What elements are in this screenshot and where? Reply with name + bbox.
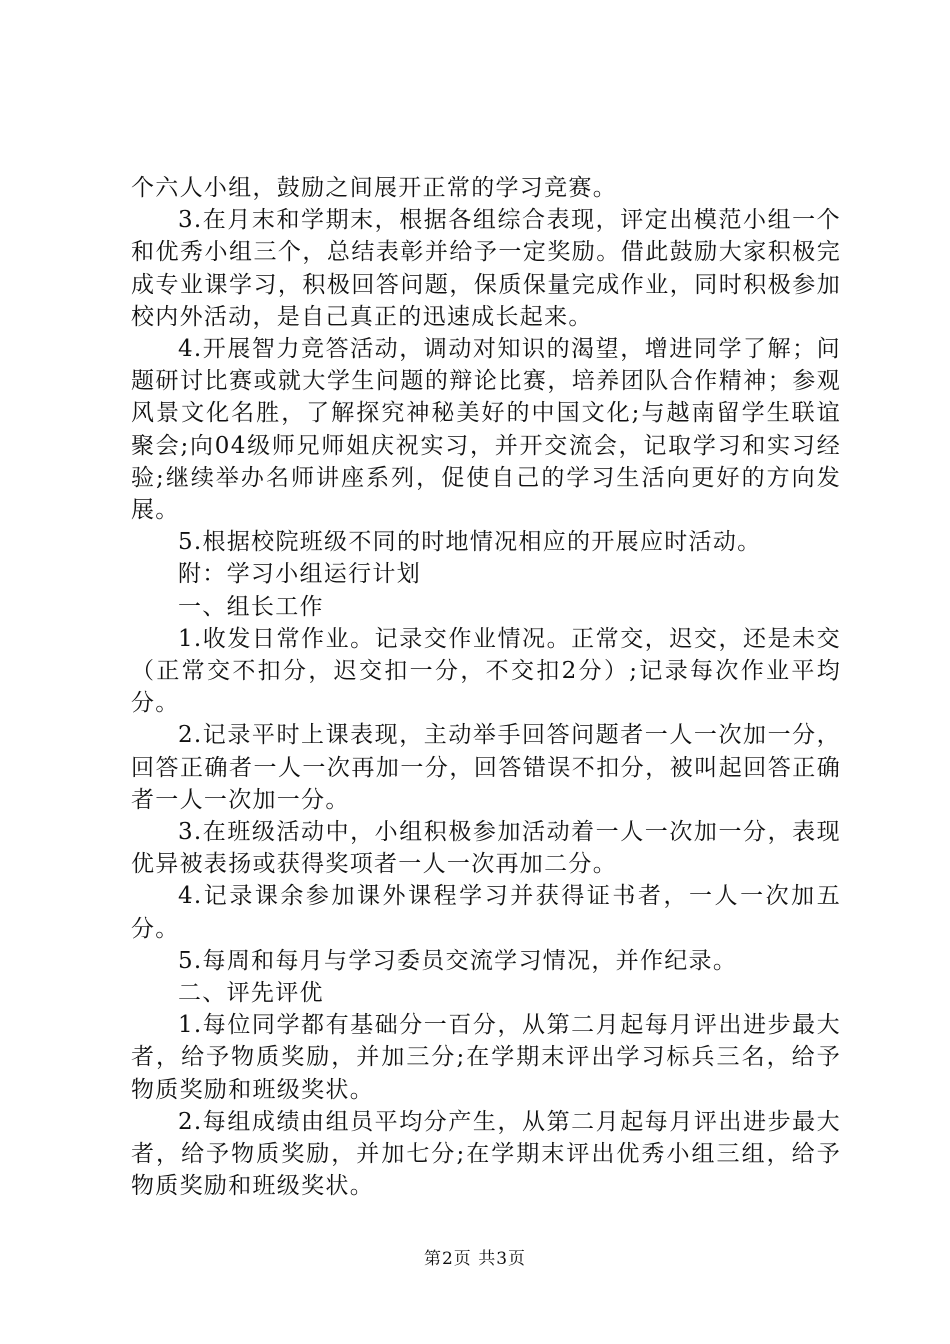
page-number-footer: 第2页 共3页 (423, 1249, 527, 1269)
paragraph-8: 2.记录平时上课表现，主动举手回答问题者一人一次加一分，回答正确者一人一次再加一分，回答错误不扣分，被叫起回答正确者一人一次加一分。 (131, 722, 841, 813)
section-heading-2: 二、评先评优 (178, 980, 324, 1007)
paragraph-3: 4.开展智力竞答活动，调动对知识的渴望，增进同学了解；问题研讨比赛或就大学生问题的辩论比赛，培养团队合作精神；参观风景文化名胜，了解探究神秘美好的中国文化;与越南留学生联谊聚会;向04级师兄师姐庆祝实习，并开交流会，记取学习和实习经验;继续举办名师讲座系列，促使自己的学习生活向更好的方向发展。 (131, 336, 841, 524)
document-body (131, 172, 841, 1203)
paragraph-14: 2.每组成绩由组员平均分产生，从第二月起每月评出进步最大者，给予物质奖励，并加七分;在学期末评出优秀小组三组，给予物质奖励和班级奖状。 (131, 1108, 841, 1200)
paragraph-9: 3.在班级活动中，小组积极参加活动着一人一次加一分，表现优异被表扬或获得奖项者一人一次再加二分。 (131, 819, 841, 878)
paragraph-1: 个六人小组，鼓励之间展开正常的学习竞赛。 (131, 175, 617, 201)
paragraph-2: 3.在月末和学期末，根据各组综合表现，评定出模范小组一个和优秀小组三个，总结表彰并给予一定奖励。借此鼓励大家积极完成专业课学习，积极回答问题，保质保量完成作业，同时积极参加校内外活动，是自己真正的迅速成长起来。 (131, 207, 841, 330)
paragraph-11: 5.每周和每月与学习委员交流学习情况，并作纪录。 (178, 947, 738, 974)
appendix-heading: 附：学习小组运行计划 (178, 561, 421, 588)
section-heading-1: 一、组长工作 (178, 593, 324, 620)
paragraph-4: 5.根据校院班级不同的时地情况相应的开展应时活动。 (178, 529, 762, 556)
paragraph-7: 1.收发日常作业。记录交作业情况。正常交，迟交，还是未交（正常交不扣分，迟交扣一分，不交扣2分）;记录每次作业平均分。 (131, 625, 841, 717)
paragraph-13: 1.每位同学都有基础分一百分，从第二月起每月评出进步最大者，给予物质奖励，并加三分;在学期末评出学习标兵三名，给予物质奖励和班级奖状。 (131, 1012, 841, 1103)
paragraph-10: 4.记录课余参加课外课程学习并获得证书者，一人一次加五分。 (131, 883, 841, 942)
